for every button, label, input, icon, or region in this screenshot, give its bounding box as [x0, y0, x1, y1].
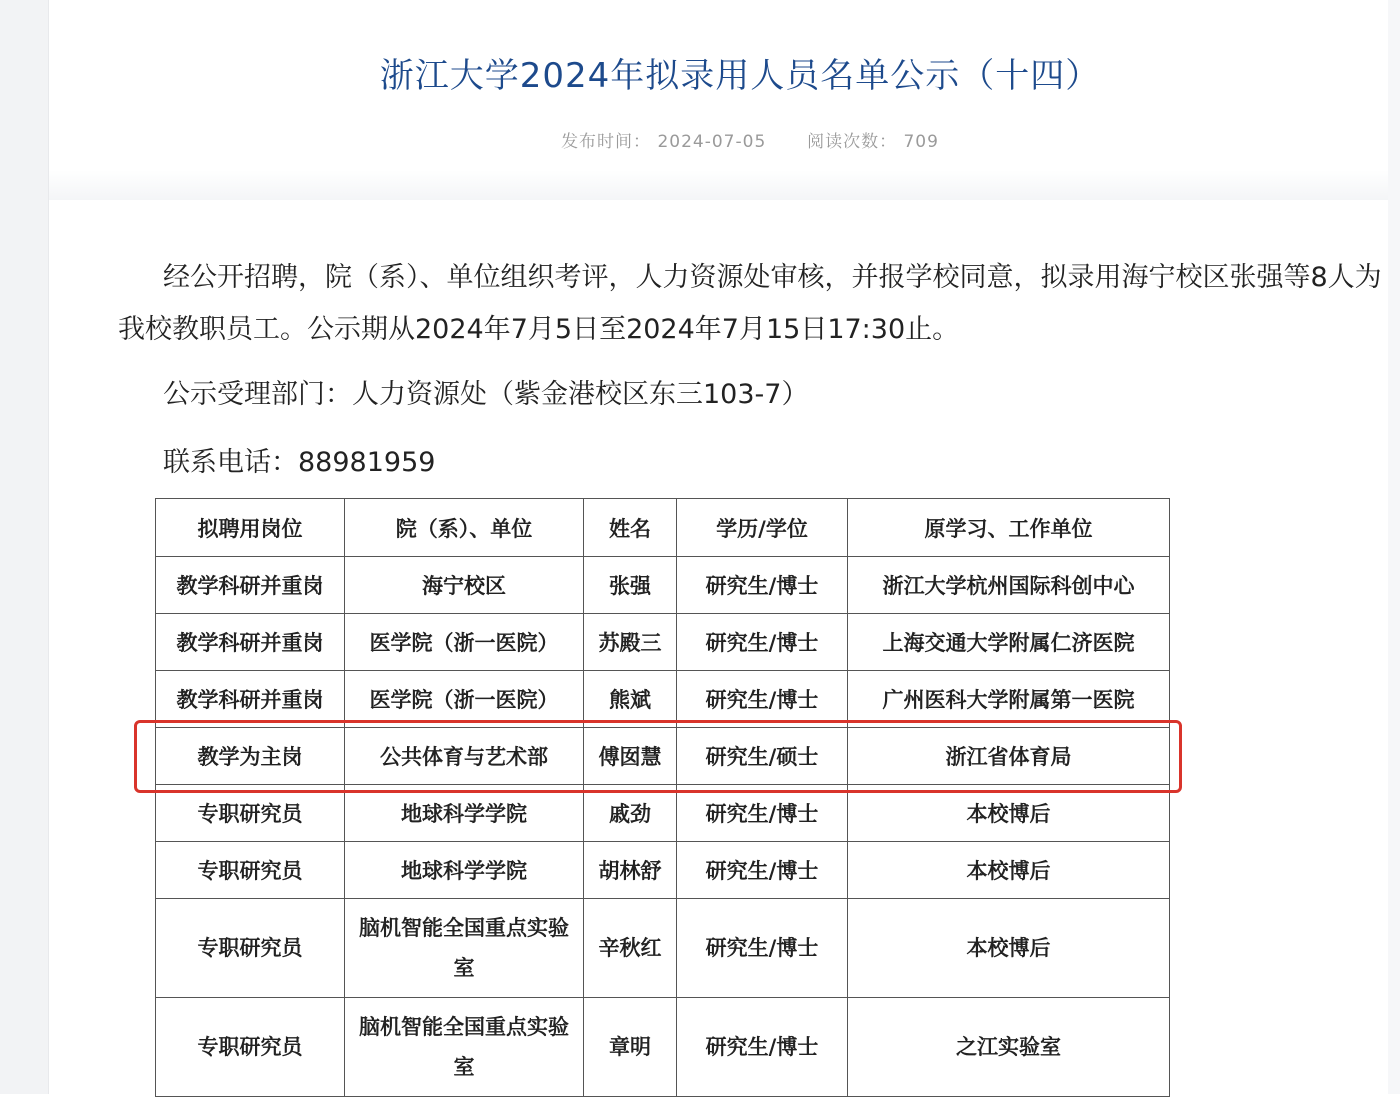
- header-position: 拟聘用岗位: [156, 499, 345, 557]
- cell-name: 傅囡慧: [584, 728, 677, 785]
- cell-name: 戚劲: [584, 785, 677, 842]
- cell-department: 地球科学学院: [345, 842, 584, 899]
- cell-previous-unit: 浙江大学杭州国际科创中心: [848, 557, 1170, 614]
- cell-department: 公共体育与艺术部: [345, 728, 584, 785]
- table-row: [156, 998, 1170, 1097]
- cell-degree: 研究生/博士: [677, 614, 848, 671]
- cell-department: 医学院（浙一医院）: [345, 671, 584, 728]
- right-scroll-track[interactable]: [1388, 0, 1400, 1094]
- cell-previous-unit: 浙江省体育局: [848, 728, 1170, 785]
- cell-department: 医学院（浙一医院）: [345, 614, 584, 671]
- cell-name: 胡林舒: [584, 842, 677, 899]
- table-row: [156, 785, 1170, 842]
- cell-degree: 研究生/博士: [677, 671, 848, 728]
- header-department: 院（系）、单位: [345, 499, 584, 557]
- views-count: 709: [903, 132, 939, 152]
- table-header-row: [156, 499, 1170, 557]
- cell-name: 张强: [584, 557, 677, 614]
- cell-position: 教学科研并重岗: [156, 557, 345, 614]
- views-label: 阅读次数：: [807, 132, 898, 152]
- publish-label: 发布时间：: [561, 132, 652, 152]
- cell-position: 专职研究员: [156, 785, 345, 842]
- header-previous-unit: 原学习、工作单位: [848, 499, 1170, 557]
- cell-name: 苏殿三: [584, 614, 677, 671]
- cell-previous-unit: 本校博后: [848, 785, 1170, 842]
- publish-date: 2024-07-05: [657, 132, 767, 152]
- cell-position: 教学科研并重岗: [156, 614, 345, 671]
- cell-previous-unit: 本校博后: [848, 842, 1170, 899]
- cell-department: 脑机智能全国重点实验室: [345, 998, 584, 1097]
- cell-previous-unit: 上海交通大学附属仁济医院: [848, 614, 1170, 671]
- cell-position: 专职研究员: [156, 842, 345, 899]
- cell-department: 地球科学学院: [345, 785, 584, 842]
- cell-department: 海宁校区: [345, 557, 584, 614]
- cell-department: 脑机智能全国重点实验室: [345, 899, 584, 998]
- cell-position: 教学科研并重岗: [156, 671, 345, 728]
- cell-previous-unit: 本校博后: [848, 899, 1170, 998]
- cell-degree: 研究生/博士: [677, 998, 848, 1097]
- highlight-box: [134, 720, 1182, 793]
- hiring-list-table: [155, 498, 1170, 1097]
- cell-position: 专职研究员: [156, 998, 345, 1097]
- announcement-paragraph: 经公开招聘，院（系）、单位组织考评，人力资源处审核，并报学校同意，拟录用海宁校区张强等8人为我校教职员工。公示期从2024年7月5日至2024年7月15日17:30止。: [118, 262, 1382, 345]
- cell-name: 辛秋红: [584, 899, 677, 998]
- table-row: [156, 557, 1170, 614]
- left-page-margin: [0, 0, 49, 1094]
- table-row: [156, 842, 1170, 899]
- cell-name: 熊斌: [584, 671, 677, 728]
- header-name: 姓名: [584, 499, 677, 557]
- cell-position: 教学为主岗: [156, 728, 345, 785]
- cell-previous-unit: 之江实验室: [848, 998, 1170, 1097]
- cell-degree: 研究生/博士: [677, 842, 848, 899]
- cell-degree: 研究生/博士: [677, 557, 848, 614]
- contact-department: 公示受理部门：人力资源处（紫金港校区东三103-7）: [163, 379, 809, 410]
- cell-previous-unit: 广州医科大学附属第一医院: [848, 671, 1170, 728]
- article-meta: [0, 127, 1400, 152]
- article-title: 浙江大学2024年拟录用人员名单公示（十四）: [379, 56, 1101, 96]
- cell-position: 专职研究员: [156, 899, 345, 998]
- table-row: [156, 899, 1170, 998]
- table-row: [156, 671, 1170, 728]
- header-degree: 学历/学位: [677, 499, 848, 557]
- cell-name: 章明: [584, 998, 677, 1097]
- table-row: [156, 614, 1170, 671]
- article-header: [49, 0, 1388, 200]
- cell-degree: 研究生/博士: [677, 899, 848, 998]
- contact-phone: 联系电话：88981959: [163, 447, 436, 478]
- cell-degree: 研究生/博士: [677, 785, 848, 842]
- cell-degree: 研究生/硕士: [677, 728, 848, 785]
